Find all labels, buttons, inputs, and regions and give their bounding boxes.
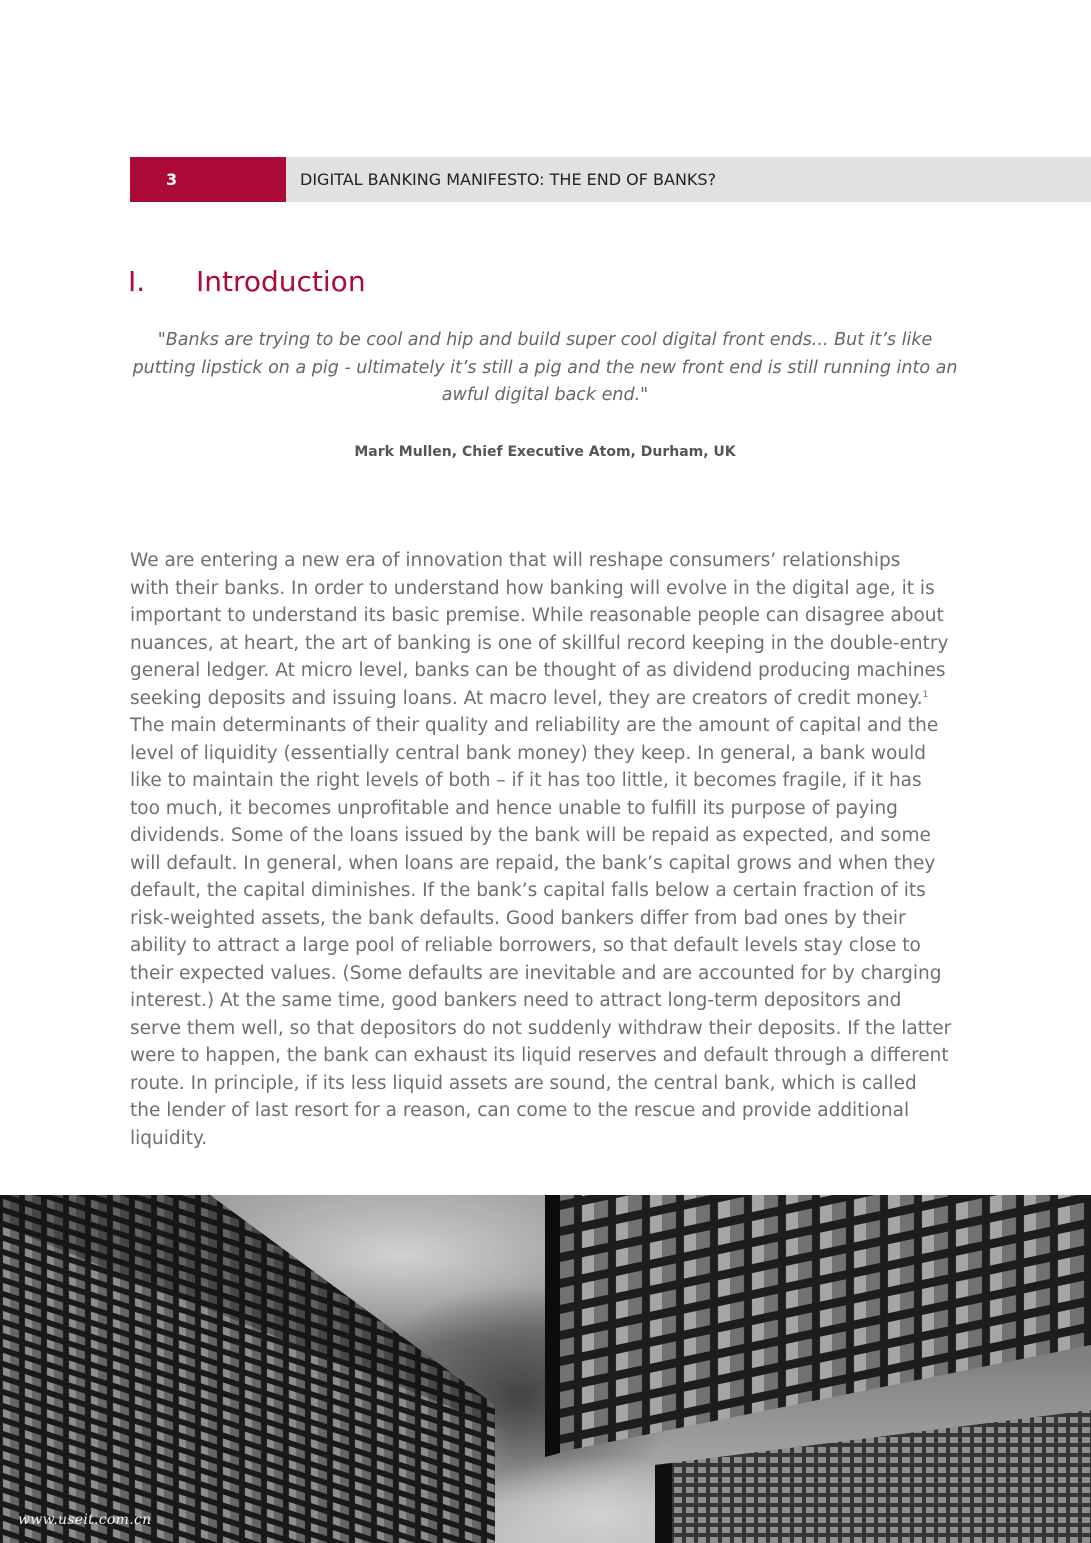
body-line-with-footnote (130, 685, 962, 713)
body-line: liquidity. (130, 1127, 208, 1149)
body-line: default, the capital diminishes. If the bank’s capital falls below a certain fraction of its (130, 880, 926, 901)
running-title: DIGITAL BANKING MANIFESTO: THE END OF BANKS? (286, 157, 1091, 202)
body-line: were to happen, the bank can exhaust its liquid reserves and default through a different (130, 1045, 949, 1066)
quote-line: "Banks are trying to be cool and hip and build super cool digital front ends... But it’s like (157, 330, 933, 350)
body-line: nuances, at heart, the art of banking is one of skillful record keeping in the double-entry (130, 632, 949, 654)
body-line: level of liquidity (essentially central bank money) they keep. In general, a bank would (130, 742, 926, 764)
body-line: dividends. Some of the loans issued by the bank will be repaid as expected, and some (130, 825, 931, 846)
body-line: their expected values. (Some defaults are inevitable and are accounted for by charging (130, 962, 942, 984)
quote-attribution: Mark Mullen, Chief Executive Atom, Durham, UK (354, 444, 736, 460)
body-paragraph (130, 547, 962, 1152)
section-title: Introduction (196, 265, 366, 298)
quote-line: awful digital back end." (441, 385, 649, 405)
body-line: seeking deposits and issuing loans. At macro level, they are creators of credit money. (130, 687, 923, 709)
footnote-marker[interactable]: 1 (922, 689, 929, 700)
body-line: serve them well, so that depositors do not suddenly withdraw their deposits. If the latter (130, 1017, 952, 1039)
page-number: 3 (130, 157, 286, 202)
body-line: with their banks. In order to understand how banking will evolve in the digital age, it is (130, 577, 935, 599)
body-line: will default. In general, when loans are repaid, the bank’s capital grows and when they (130, 852, 936, 874)
body-line: the lender of last resort for a reason, can come to the rescue and provide additional (130, 1100, 910, 1121)
skyscrapers-photo (0, 1195, 1091, 1543)
body-line: like to maintain the right levels of both – if it has too little, it becomes fragile, if it has (130, 770, 922, 791)
quote-line: putting lipstick on a pig - ultimately it’s still a pig and the new front end is still running into an (132, 357, 958, 378)
section-heading (128, 262, 366, 302)
section-number: I. (128, 265, 146, 298)
epigraph-quote (130, 327, 960, 410)
body-line: general ledger. At micro level, banks can be thought of as dividend producing machines (130, 660, 946, 681)
running-header (130, 157, 1091, 202)
body-line: risk-weighted assets, the bank defaults. Good bankers differ from bad ones by their (130, 907, 906, 929)
body-line: The main determinants of their quality and reliability are the amount of capital and the (130, 715, 939, 736)
watermark: www.useit.com.cn (18, 1512, 152, 1528)
body-line: too much, it becomes unprofitable and hence unable to fulfill its purpose of paying (130, 797, 898, 819)
body-line: important to understand its basic premise. While reasonable people can disagree about (130, 605, 944, 626)
body-line: ability to attract a large pool of reliable borrowers, so that default levels stay close to (130, 935, 921, 956)
body-line: interest.) At the same time, good bankers need to attract long-term depositors and (130, 990, 902, 1011)
body-line: We are entering a new era of innovation that will reshape consumers’ relationships (130, 550, 901, 571)
body-line: route. In principle, if its less liquid assets are sound, the central bank, which is called (130, 1072, 917, 1094)
